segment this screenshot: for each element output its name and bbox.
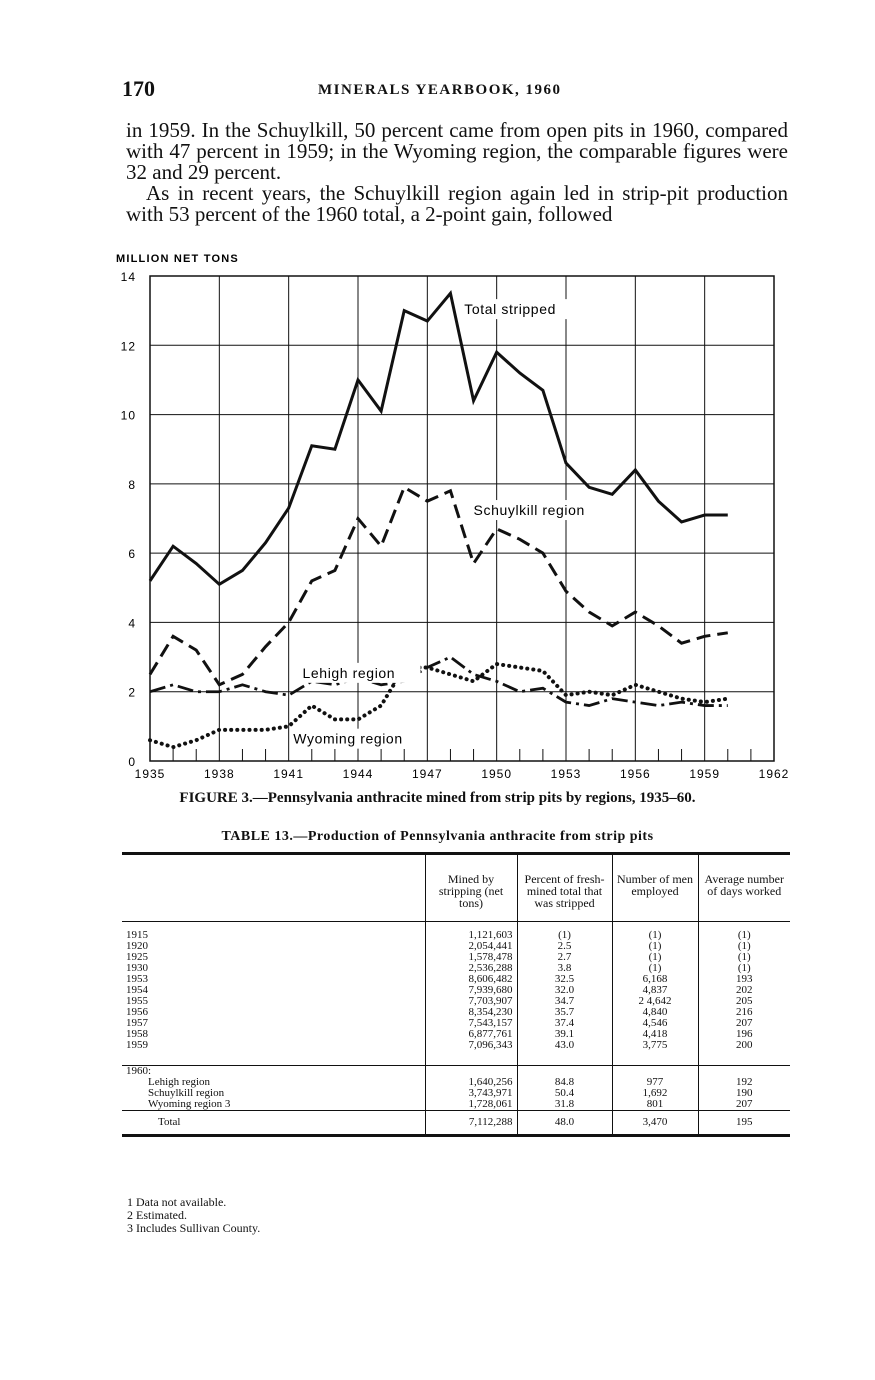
x-tick-label: 1962 [758, 767, 790, 781]
row-label: 1920 [126, 941, 148, 952]
table-cell: (1) [698, 941, 790, 952]
paragraph: in 1959. In the Schuylkill, 50 percent came from open pits in 1960, compared with 47 percent in 1959; in the Wyoming region, the comparable figures were 32 and 29 percent. [126, 118, 788, 184]
paragraph: As in recent years, the Schuylkill region again led in strip-pit production with 53 percent of the 1960 total, a 2-point gain, followed [126, 181, 788, 226]
data-table-wrapper [122, 852, 790, 1137]
table-row [122, 952, 790, 963]
table-row [122, 1066, 790, 1078]
table-cell: 4,418 [612, 1029, 698, 1040]
y-tick-label: 4 [128, 616, 136, 631]
table-row [122, 1077, 790, 1088]
table-header: Average number of days worked [698, 854, 790, 922]
table-cell: 6,877,761 [425, 1029, 517, 1040]
table-cell [698, 1051, 790, 1066]
table-row [122, 974, 790, 985]
table-cell: 1,121,603 [425, 922, 517, 942]
table-cell: 7,543,157 [425, 1018, 517, 1029]
table-row [122, 1111, 790, 1136]
table-cell: 8,606,482 [425, 974, 517, 985]
table-cell: 1,640,256 [425, 1077, 517, 1088]
table-header: Percent of fresh-mined total that was stripped [517, 854, 612, 922]
table-cell: 34.7 [517, 996, 612, 1007]
row-label: 1956 [126, 1007, 148, 1018]
table-cell: (1) [517, 922, 612, 942]
table-cell: 2,536,288 [425, 963, 517, 974]
series-line [150, 657, 728, 706]
table-cell [612, 1051, 698, 1066]
table-row [122, 996, 790, 1007]
series-line [150, 487, 728, 684]
table-cell: 202 [698, 985, 790, 996]
table-cell: (1) [612, 922, 698, 942]
table-cell: 801 [612, 1099, 698, 1111]
table-cell: 977 [612, 1077, 698, 1088]
table-cell: 43.0 [517, 1040, 612, 1051]
row-label: 1925 [126, 952, 148, 963]
table-row [122, 1088, 790, 1099]
table-cell: 4,837 [612, 985, 698, 996]
row-label: 1953 [126, 974, 148, 985]
table-cell: 31.8 [517, 1099, 612, 1111]
table-header-row [122, 854, 790, 922]
row-label: 1915 [126, 929, 148, 941]
row-label [122, 1051, 425, 1066]
series-label: Total stripped [464, 301, 556, 318]
series-label: Wyoming region [293, 730, 403, 747]
running-title: MINERALS YEARBOOK, 1960 [318, 82, 562, 98]
table-cell: 2.5 [517, 941, 612, 952]
row-label: 1955 [126, 996, 148, 1007]
table-cell: 1,578,478 [425, 952, 517, 963]
footnote: 1 Data not available. [127, 1195, 227, 1209]
table-cell: 2 4,642 [612, 996, 698, 1007]
table-cell: (1) [612, 952, 698, 963]
table-cell: (1) [612, 963, 698, 974]
page-number: 170 [122, 76, 155, 101]
table-cell: (1) [698, 922, 790, 942]
row-label: Wyoming region 3 [148, 1099, 231, 1110]
table-cell: 205 [698, 996, 790, 1007]
table-cell: 39.1 [517, 1029, 612, 1040]
figure-caption: FIGURE 3.—Pennsylvania anthracite mined from strip pits by regions, 1935–60. [179, 790, 696, 806]
table-cell: 2,054,441 [425, 941, 517, 952]
series-label: Lehigh region [302, 664, 396, 681]
table-cell: 8,354,230 [425, 1007, 517, 1018]
table-cell: 7,096,343 [425, 1040, 517, 1051]
table-cell [425, 1051, 517, 1066]
table-cell: 32.5 [517, 974, 612, 985]
footnotes [127, 1196, 260, 1235]
x-tick-label: 1935 [134, 767, 166, 781]
table-row [122, 1018, 790, 1029]
table-cell: 1,728,061 [425, 1099, 517, 1111]
table-row [122, 1007, 790, 1018]
table-cell: 4,840 [612, 1007, 698, 1018]
row-label: 1957 [126, 1018, 148, 1029]
table-row [122, 1051, 790, 1066]
y-tick-label: 6 [128, 547, 136, 562]
table-cell: 84.8 [517, 1077, 612, 1088]
table-cell: 50.4 [517, 1088, 612, 1099]
table-cell: 48.0 [517, 1111, 612, 1136]
table-cell: 195 [698, 1111, 790, 1136]
table-cell: 35.7 [517, 1007, 612, 1018]
table-row [122, 922, 790, 942]
row-label: Lehigh region [148, 1077, 211, 1088]
table-cell: 37.4 [517, 1018, 612, 1029]
table-cell: 4,546 [612, 1018, 698, 1029]
table-header: Number of men employed [612, 854, 698, 922]
y-tick-label: 12 [120, 339, 136, 354]
table-row [122, 985, 790, 996]
table-cell: 7,112,288 [425, 1111, 517, 1136]
table-cell: 190 [698, 1088, 790, 1099]
table-cell: 207 [698, 1099, 790, 1111]
series-label: Schuylkill region [473, 502, 585, 519]
table-cell: (1) [612, 941, 698, 952]
table-cell: 1,692 [612, 1088, 698, 1099]
x-tick-label: 1947 [411, 767, 443, 781]
x-tick-label: 1950 [481, 767, 513, 781]
y-tick-label: 10 [120, 408, 136, 423]
table-header [122, 854, 425, 922]
x-tick-label: 1938 [203, 767, 235, 781]
y-tick-label: 2 [128, 685, 136, 700]
table-cell [517, 1051, 612, 1066]
table-cell: 200 [698, 1040, 790, 1051]
row-label: 1954 [126, 985, 148, 996]
row-label: 1958 [126, 1029, 148, 1040]
x-tick-label: 1953 [550, 767, 582, 781]
data-table [122, 852, 790, 1137]
y-tick-label: 8 [128, 477, 136, 492]
table-row [122, 1040, 790, 1051]
table-cell: 6,168 [612, 974, 698, 985]
table-cell: 3,743,971 [425, 1088, 517, 1099]
table-cell: 207 [698, 1018, 790, 1029]
x-tick-label: 1941 [273, 767, 305, 781]
x-tick-label: 1959 [689, 767, 721, 781]
table-cell: (1) [698, 952, 790, 963]
table-row [122, 1099, 790, 1111]
table-cell: 192 [698, 1077, 790, 1088]
table-cell: 3,775 [612, 1040, 698, 1051]
row-label: Total [122, 1111, 425, 1136]
table-cell: (1) [698, 963, 790, 974]
table-cell: 7,939,680 [425, 985, 517, 996]
table-cell: 3,470 [612, 1111, 698, 1136]
series-line [150, 293, 728, 584]
row-label: 1930 [126, 963, 148, 974]
row-label: Schuylkill region [148, 1088, 225, 1099]
row-label: 1960: [122, 1066, 425, 1078]
table-cell: 3.8 [517, 963, 612, 974]
table-cell: 196 [698, 1029, 790, 1040]
row-label: 1959 [126, 1040, 148, 1051]
y-tick-label: 14 [120, 270, 136, 284]
table-row [122, 941, 790, 952]
x-tick-label: 1956 [619, 767, 651, 781]
table-header: Mined by stripping (net tons) [425, 854, 517, 922]
body-text [126, 120, 788, 225]
y-axis-label: MILLION NET TONS [116, 253, 239, 265]
x-tick-label: 1944 [342, 767, 374, 781]
table-row [122, 1029, 790, 1040]
table-cell: 216 [698, 1007, 790, 1018]
table-cell: 2.7 [517, 952, 612, 963]
y-tick-label: 0 [128, 755, 136, 769]
footnote: 2 Estimated. [127, 1208, 187, 1222]
table-title: TABLE 13.—Production of Pennsylvania anthracite from strip pits [221, 829, 654, 844]
table-cell: 32.0 [517, 985, 612, 996]
footnote: 3 Includes Sullivan County. [127, 1221, 261, 1235]
line-chart [100, 248, 800, 782]
table-row [122, 963, 790, 974]
table-cell: 7,703,907 [425, 996, 517, 1007]
table-cell: 193 [698, 974, 790, 985]
